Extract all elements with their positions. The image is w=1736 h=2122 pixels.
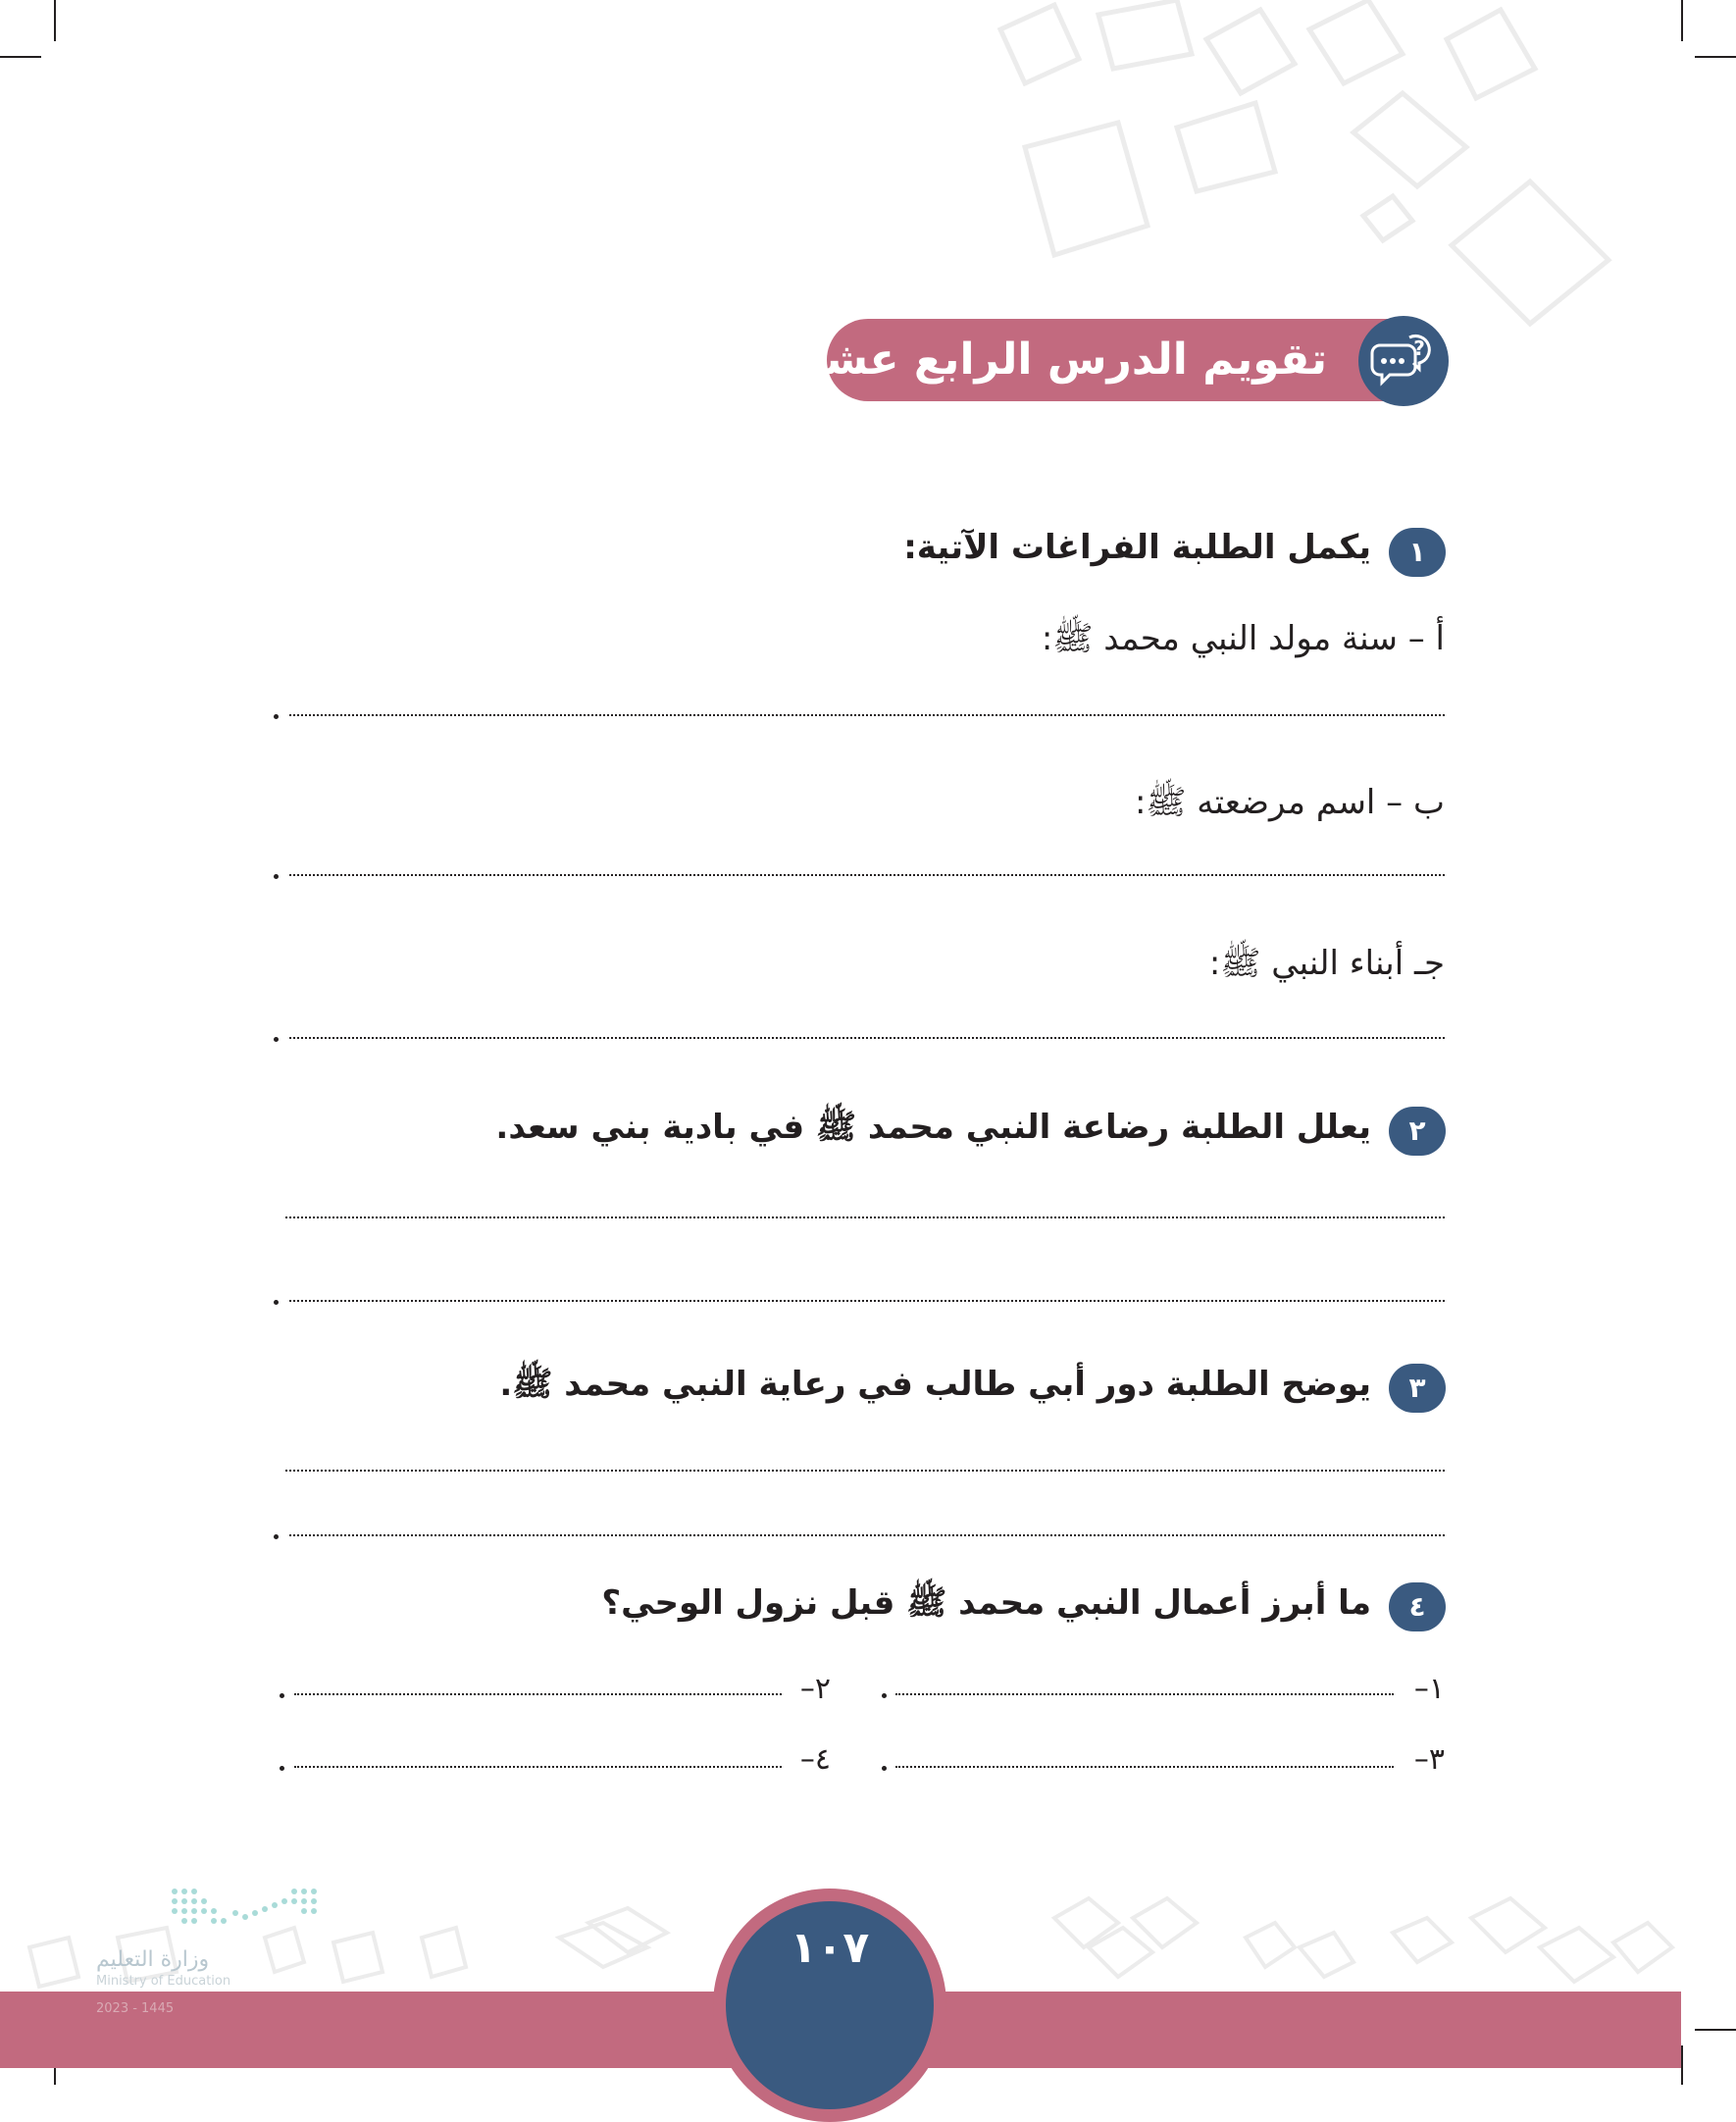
line-end-dot bbox=[882, 1693, 887, 1698]
question-number-badge: ٣ bbox=[1389, 1364, 1446, 1413]
sub-question-b: ب – اسم مرضعته ﷺ: bbox=[1134, 783, 1445, 822]
ministry-name-ar: وزارة التعليم bbox=[96, 1947, 210, 1972]
line-end-dot bbox=[280, 1693, 284, 1698]
line-end-dot bbox=[274, 874, 279, 879]
question-number-badge: ١ bbox=[1389, 528, 1446, 577]
sub-question-c: جـ أبناء النبي ﷺ: bbox=[1208, 944, 1445, 983]
answer-line[interactable] bbox=[294, 1693, 782, 1695]
svg-text:?: ? bbox=[1413, 336, 1425, 360]
question-text: يعلل الطلبة رضاعة النبي محمد ﷺ في بادية بني سعد. bbox=[495, 1108, 1371, 1147]
question-text: ما أبرز أعمال النبي محمد ﷺ قبل نزول الوحي؟ bbox=[601, 1583, 1371, 1623]
crop-mark bbox=[1695, 56, 1736, 58]
answer-line[interactable] bbox=[289, 1037, 1445, 1039]
ministry-logo-dots bbox=[167, 1884, 324, 1933]
question-number-badge: ٤ bbox=[1389, 1582, 1446, 1631]
ministry-name-en: Ministry of Education bbox=[96, 1974, 231, 1989]
answer-line[interactable] bbox=[285, 1216, 1445, 1218]
crop-mark bbox=[54, 0, 56, 41]
sub-question-a: أ – سنة مولد النبي محمد ﷺ: bbox=[1041, 619, 1445, 658]
page-title: تقويم الدرس الرابع عشر bbox=[798, 335, 1327, 385]
crop-mark bbox=[1681, 2045, 1683, 2085]
question-text: يكمل الطلبة الفراغات الآتية: bbox=[903, 528, 1371, 567]
crop-mark bbox=[0, 56, 41, 58]
answer-line[interactable] bbox=[289, 1300, 1445, 1302]
crop-mark bbox=[1681, 0, 1683, 41]
answer-line[interactable] bbox=[289, 1534, 1445, 1536]
question-text: يوضح الطلبة دور أبي طالب في رعاية النبي محمد ﷺ. bbox=[499, 1365, 1371, 1404]
line-end-dot bbox=[274, 1534, 279, 1539]
crop-mark bbox=[1695, 2029, 1736, 2031]
answer-line[interactable] bbox=[285, 1470, 1445, 1472]
question-bubble-icon bbox=[1358, 316, 1449, 406]
answer-line[interactable] bbox=[289, 874, 1445, 876]
line-end-dot bbox=[882, 1766, 887, 1771]
line-end-dot bbox=[280, 1766, 284, 1771]
ministry-year: 2023 - 1445 bbox=[96, 2001, 175, 2016]
question-number-badge: ٢ bbox=[1389, 1107, 1446, 1156]
answer-line[interactable] bbox=[895, 1766, 1394, 1768]
line-end-dot bbox=[274, 1037, 279, 1042]
list-number: ٢– bbox=[799, 1672, 831, 1706]
list-number: ١– bbox=[1413, 1672, 1445, 1706]
line-end-dot bbox=[274, 1300, 279, 1305]
page-number: ١٠٧ bbox=[790, 1923, 870, 1973]
list-number: ٣– bbox=[1413, 1742, 1445, 1777]
line-end-dot bbox=[274, 714, 279, 719]
answer-line[interactable] bbox=[294, 1766, 782, 1768]
answer-line[interactable] bbox=[895, 1693, 1394, 1695]
list-number: ٤– bbox=[799, 1742, 831, 1777]
answer-line[interactable] bbox=[289, 714, 1445, 716]
